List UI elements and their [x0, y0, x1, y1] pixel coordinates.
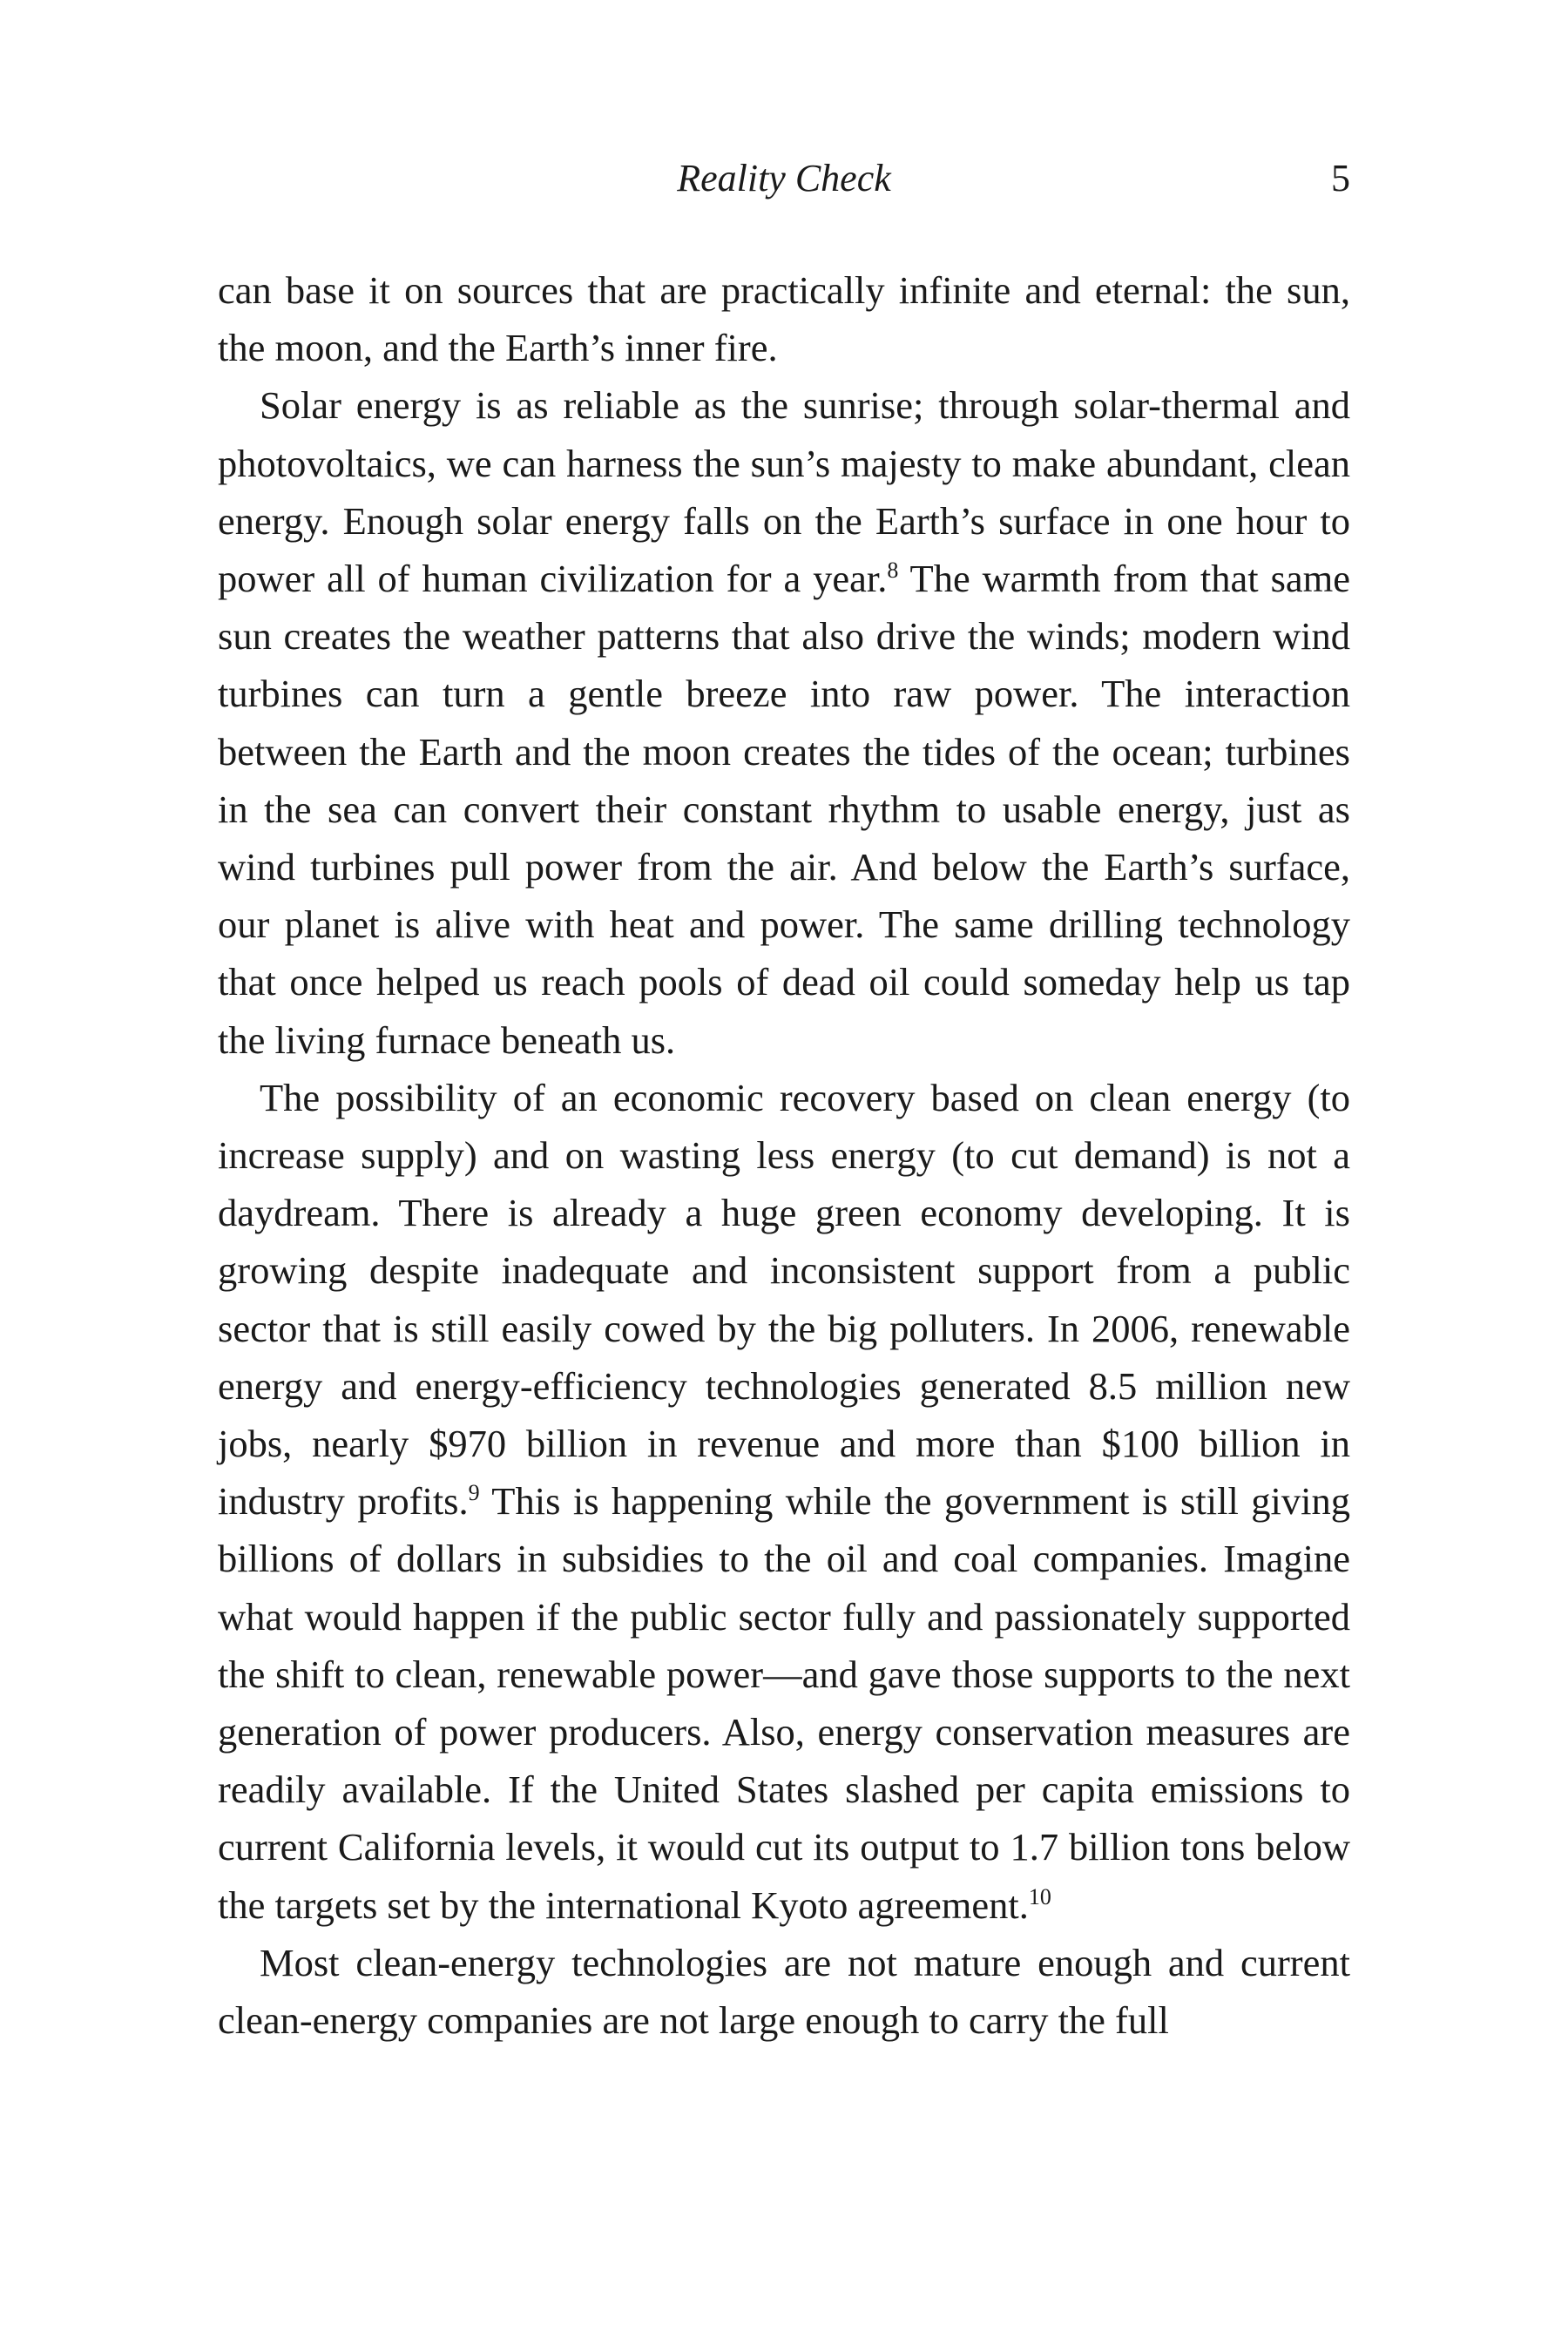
footnote-marker: 10	[1028, 1883, 1051, 1909]
footnote-marker: 8	[887, 558, 899, 584]
paragraph-text: The warmth from that same sun creates the weather patterns that also drive the winds; modern wind turbines can turn a gentle breeze into raw power. The interaction between the Earth and the moon creates the tides of the ocean; turbines in the sea can convert their constant rhythm to usable energy, just as wind turbines pull power from the air. And below the Earth’s surface, our planet is alive with heat and power. The same drilling technology that once helped us reach pools of dead oil could someday help us tap the living furnace beneath us.	[218, 557, 1350, 1062]
page-number: 5	[1331, 157, 1350, 199]
running-title: Reality Check	[677, 157, 891, 199]
paragraph-text: can base it on sources that are practically infinite and eternal: the sun, the moon, and the Earth’s inner fire.	[218, 268, 1350, 370]
paragraph-solar-energy	[218, 376, 1350, 1068]
paragraph-clean-energy-technologies	[218, 1934, 1350, 2049]
running-head	[218, 148, 1350, 209]
paragraph-text: Most clean-energy technologies are not mature enough and current clean-energy companies are not large enough to carry the full	[218, 1940, 1350, 2043]
body-text	[218, 261, 1350, 2049]
paragraph-continued	[218, 261, 1350, 376]
paragraph-text: Solar energy is as reliable as the sunrise; through solar-thermal and photovoltaics, we can harness the sun’s majesty to make abundant, clean energy. Enough solar energy falls on the Earth’s surface in one hour to power all of human civilization for a year.	[218, 383, 1350, 601]
paragraph-text: This is happening while the government is still giving billions of dollars in subsidies to the oil and coal companies. Imagine what would happen if the public sector fully and passionately supported the shift to clean, renewable power—and gave those supports to the next generation of power producers. Also, energy conservation measures are readily available. If the United States slashed per capita emissions to current California levels, it would cut its output to 1.7 billion tons below the targets set by the international Kyoto agreement.	[218, 1479, 1350, 1927]
footnote-marker: 9	[468, 1480, 480, 1506]
paragraph-economic-recovery	[218, 1069, 1350, 1934]
paragraph-text: The possibility of an economic recovery based on clean energy (to increase supply) and on wasting less energy (to cut demand) is not a daydream. There is already a huge green economy developing. It is growing despite inadequate and inconsistent support from a public sector that is still easily cowed by the big polluters. In 2006, renewable energy and energy-efficiency technologies generated 8.5 million new jobs, nearly $970 billion in revenue and more than $100 billion in industry profits.	[218, 1075, 1350, 1524]
